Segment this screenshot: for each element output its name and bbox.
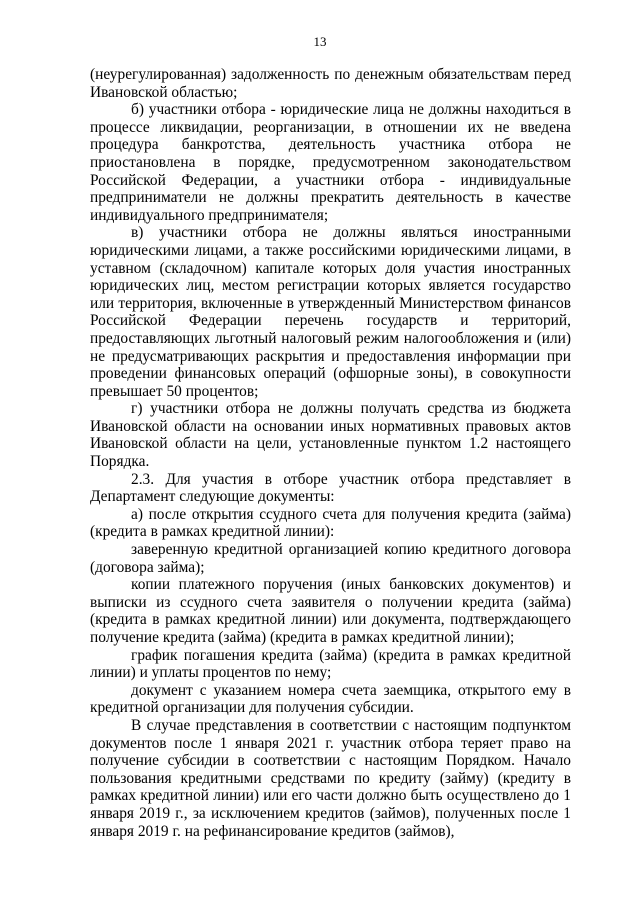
paragraph-item-b: б) участники отбора - юридические лица не должны находиться в процессе ликвидации, реорганизации, в отношении их не введена процедура банкротства, деятельность участника отбора не приостановлена в порядке, предусмотренном законодательством Российской Федерации, а участники отбора - индивидуальные предприниматели не должны прекратить деятельность в качестве индивидуального предпринимателя; xyxy=(90,101,571,224)
paragraph-account-document: документ с указанием номера счета заемщика, открытого ему в кредитной организации для получения субсидии. xyxy=(90,681,571,717)
paragraph-payment-order-copies: копии платежного поручения (иных банковских документов) и выписки из ссудного счета заявителя о получении кредита (займа) (кредита в рамках кредитной линии) или документа, подтверждающего получение кредита (займа) (кредита в рамках кредитной линии); xyxy=(90,576,571,646)
paragraph-debt-continuation: (неурегулированная) задолженность по денежным обязательствам перед Ивановской областью; xyxy=(90,66,571,101)
paragraph-repayment-schedule: график погашения кредита (займа) (кредита в рамках кредитной линии) и уплаты процентов по нему; xyxy=(90,646,571,682)
paragraph-section-2-3: 2.3. Для участия в отборе участник отбора представляет в Департамент следующие документы: xyxy=(90,470,571,506)
paragraph-item-a: а) после открытия ссудного счета для получения кредита (займа) (кредита в рамках кредитной линии): xyxy=(90,505,571,541)
paragraph-loan-agreement-copy: заверенную кредитной организацией копию кредитного договора (договора займа); xyxy=(90,541,571,576)
paragraph-item-g: г) участники отбора не должны получать средства из бюджета Ивановской области на основании иных нормативных правовых актов Ивановской области на цели, установленные пунктом 1.2 настоящего Порядка. xyxy=(90,400,571,471)
paragraph-item-v: в) участники отбора не должны являться иностранными юридическими лицами, а также российскими юридическими лицами, в уставном (складочном) капитале которых доля участия иностранных юридических лиц, местом регистрации которых является государство или территория, включенные в утвержденный Министерством финансов Российской Федерации перечень государств и территорий, предоставляющих льготный налоговый режим налогообложения и (или) не предусматривающих раскрытия и предоставления информации при проведении финансовых операций (офшорные зоны), в совокупности превышает 50 процентов; xyxy=(90,224,571,400)
page-number: 13 xyxy=(313,34,327,49)
paragraph-deadline-conditions: В случае представления в соответствии с настоящим подпунктом документов после 1 января 2021 г. участник отбора теряет право на получение субсидии в соответствии с настоящим Порядком. Начало пользования кредитными средствами по кредиту (займу) (кредиту в рамках кредитной линии) или его части должно быть осуществлено до 1 января 2019 г., за исключением кредитов (займов), полученных после 1 января 2019 г. на рефинансирование кредитов (займов), xyxy=(90,716,571,840)
document-body xyxy=(90,66,571,840)
